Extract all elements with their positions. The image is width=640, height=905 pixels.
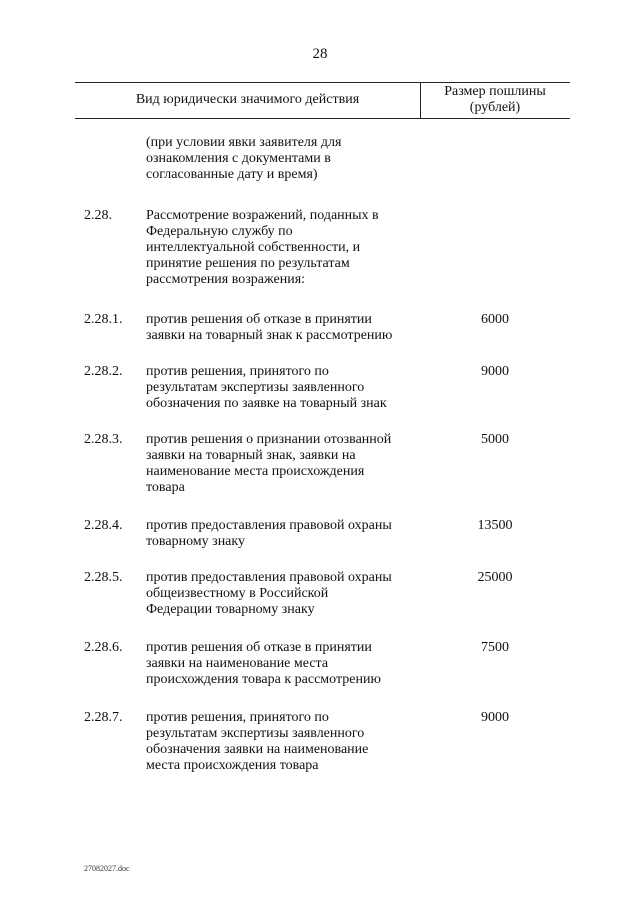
row-description <box>146 570 418 618</box>
row-description-line: обозначения по заявке на товарный знак <box>146 396 387 411</box>
row-description-line: заявки на товарный знак к рассмотрению <box>146 328 393 343</box>
row-description <box>146 710 418 774</box>
row-description-line: против решения, принятого по <box>146 364 329 379</box>
row-description-line: товарному знаку <box>146 534 245 549</box>
row-number: 2.28.5. <box>84 570 123 585</box>
row-description <box>146 208 418 288</box>
row-description-line: против предоставления правовой охраны <box>146 518 392 533</box>
row-description-line: Федерации товарному знаку <box>146 602 315 617</box>
row-description-line: заявки на товарный знак, заявки на <box>146 448 356 463</box>
row-description-line: против решения об отказе в принятии <box>146 312 372 327</box>
row-description-line: наименование места происхождения <box>146 464 365 479</box>
row-number: 2.28.1. <box>84 312 123 327</box>
row-fee: 25000 <box>477 570 513 585</box>
row-description-line: ознакомления с документами в <box>146 151 331 166</box>
row-description-line: результатам экспертизы заявленного <box>146 380 365 395</box>
row-number: 2.28.6. <box>84 640 123 655</box>
row-description-line: согласованные дату и время) <box>146 167 318 182</box>
header-action-column: Вид юридически значимого действия <box>135 92 360 107</box>
header-fee-line2: (рублей) <box>469 100 521 115</box>
row-description <box>146 640 418 688</box>
row-fee: 9000 <box>481 364 509 379</box>
row-description <box>146 432 418 496</box>
row-fee: 6000 <box>481 312 509 327</box>
row-description <box>146 518 418 550</box>
row-description-line: против решения, принятого по <box>146 710 329 725</box>
row-number: 2.28. <box>84 208 112 223</box>
row-description-line: рассмотрения возражения: <box>146 272 306 287</box>
table-header-rule <box>75 118 570 119</box>
row-number: 2.28.7. <box>84 710 123 725</box>
row-description <box>146 364 418 412</box>
footer-filename: 27082027.doc <box>84 864 130 873</box>
header-fee-column <box>420 84 570 116</box>
row-description-line: интеллектуальной собственности, и <box>146 240 361 255</box>
table-top-rule <box>75 82 570 83</box>
row-description-line: принятие решения по результатам <box>146 256 350 271</box>
row-fee: 9000 <box>481 710 509 725</box>
row-number: 2.28.4. <box>84 518 123 533</box>
row-fee: 5000 <box>481 432 509 447</box>
row-description-line: товара <box>146 480 185 495</box>
row-description-line: происхождения товара к рассмотрению <box>146 672 381 687</box>
row-description-line: против решения о признании отозванной <box>146 432 392 447</box>
row-description-line: Федеральную службу по <box>146 224 293 239</box>
header-fee-line1: Размер пошлины <box>444 84 546 99</box>
row-description-line: против решения об отказе в принятии <box>146 640 372 655</box>
row-fee: 13500 <box>477 518 513 533</box>
row-description-line: Рассмотрение возражений, поданных в <box>146 208 379 223</box>
row-number: 2.28.2. <box>84 364 123 379</box>
row-description-line: места происхождения товара <box>146 758 319 773</box>
row-description-line: общеизвестному в Российской <box>146 586 329 601</box>
row-description-line: против предоставления правовой охраны <box>146 570 392 585</box>
row-number: 2.28.3. <box>84 432 123 447</box>
row-description-line: (при условии явки заявителя для <box>146 135 342 150</box>
row-description <box>146 312 418 344</box>
row-description-line: результатам экспертизы заявленного <box>146 726 365 741</box>
page-number: 28 <box>312 46 328 62</box>
row-fee: 7500 <box>481 640 509 655</box>
row-description-line: заявки на наименование места <box>146 656 329 671</box>
row-description-line: обозначения заявки на наименование <box>146 742 369 757</box>
row-description <box>146 135 418 183</box>
